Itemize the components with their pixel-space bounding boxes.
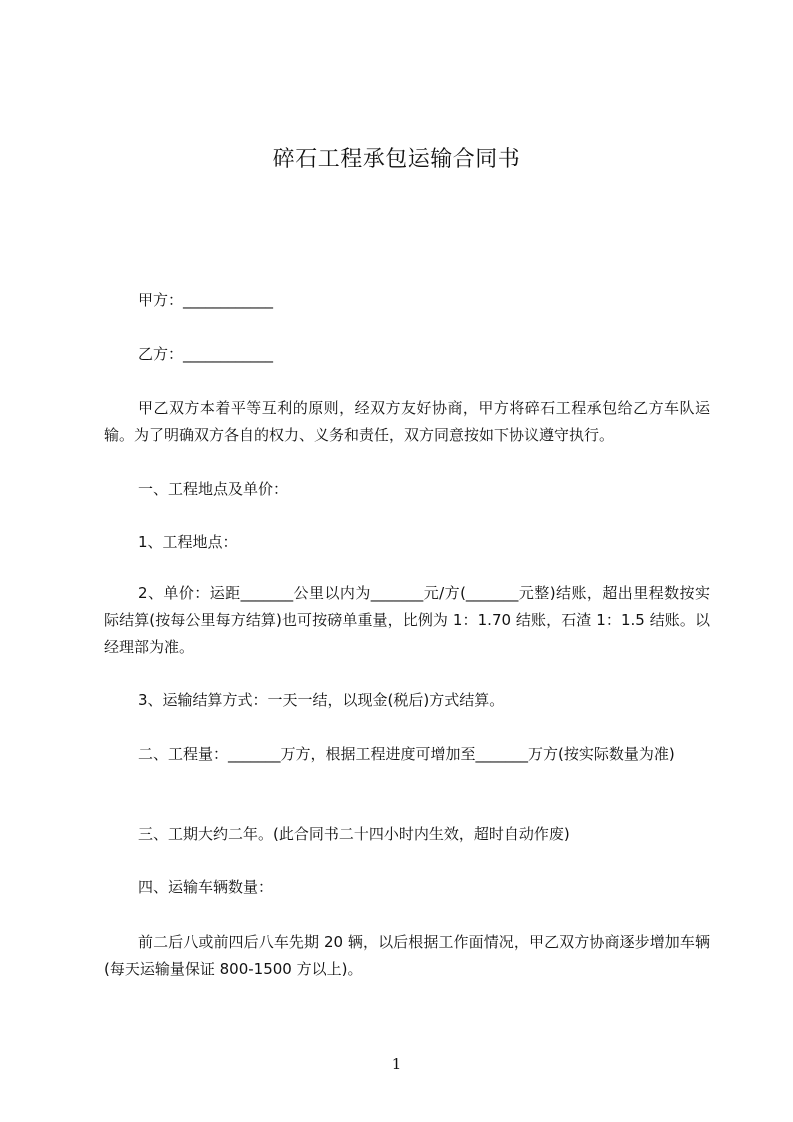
party-b-line: 乙方：____________	[138, 345, 274, 363]
intro-paragraph: 甲乙双方本着平等互利的原则，经双方友好协商，甲方将碎石工程承包给乙方车队运输。为了明确双方各自的权力、义务和责任，双方同意按如下协议遵守执行。	[104, 399, 710, 444]
section-1-heading: 一、工程地点及单价：	[138, 480, 289, 498]
item-2-unit-price: 2、单价：运距_______公里以内为_______元/方(_______元整)结账，超出里程数按实际结算(按每公里每方结算)也可按磅单重量，比例为 1：1.70 结账，石渣 1：1.5 结账。以经理部为准。	[104, 584, 710, 656]
party-a-line: 甲方：____________	[138, 291, 274, 309]
section-3-duration: 三、工期大约二年。(此合同书二十四小时内生效，超时自动作废)	[138, 825, 570, 843]
item-1-location: 1、工程地点：	[138, 533, 238, 551]
section-4-heading: 四、运输车辆数量：	[138, 878, 274, 896]
section-2-quantity: 二、工程量：_______万方，根据工程进度可增加至_______万方(按实际数量为准)	[138, 745, 675, 763]
vehicles-paragraph: 前二后八或前四后八车先期 20 辆，以后根据工作面情况，甲乙双方协商逐步增加车辆(每天运输量保证 800-1500 方以上)。	[104, 933, 710, 978]
page-number: 1	[391, 1055, 402, 1073]
item-3-settlement: 3、运输结算方式：一天一结，以现金(税后)方式结算。	[138, 691, 505, 709]
document-title: 碎石工程承包运输合同书	[272, 147, 521, 172]
